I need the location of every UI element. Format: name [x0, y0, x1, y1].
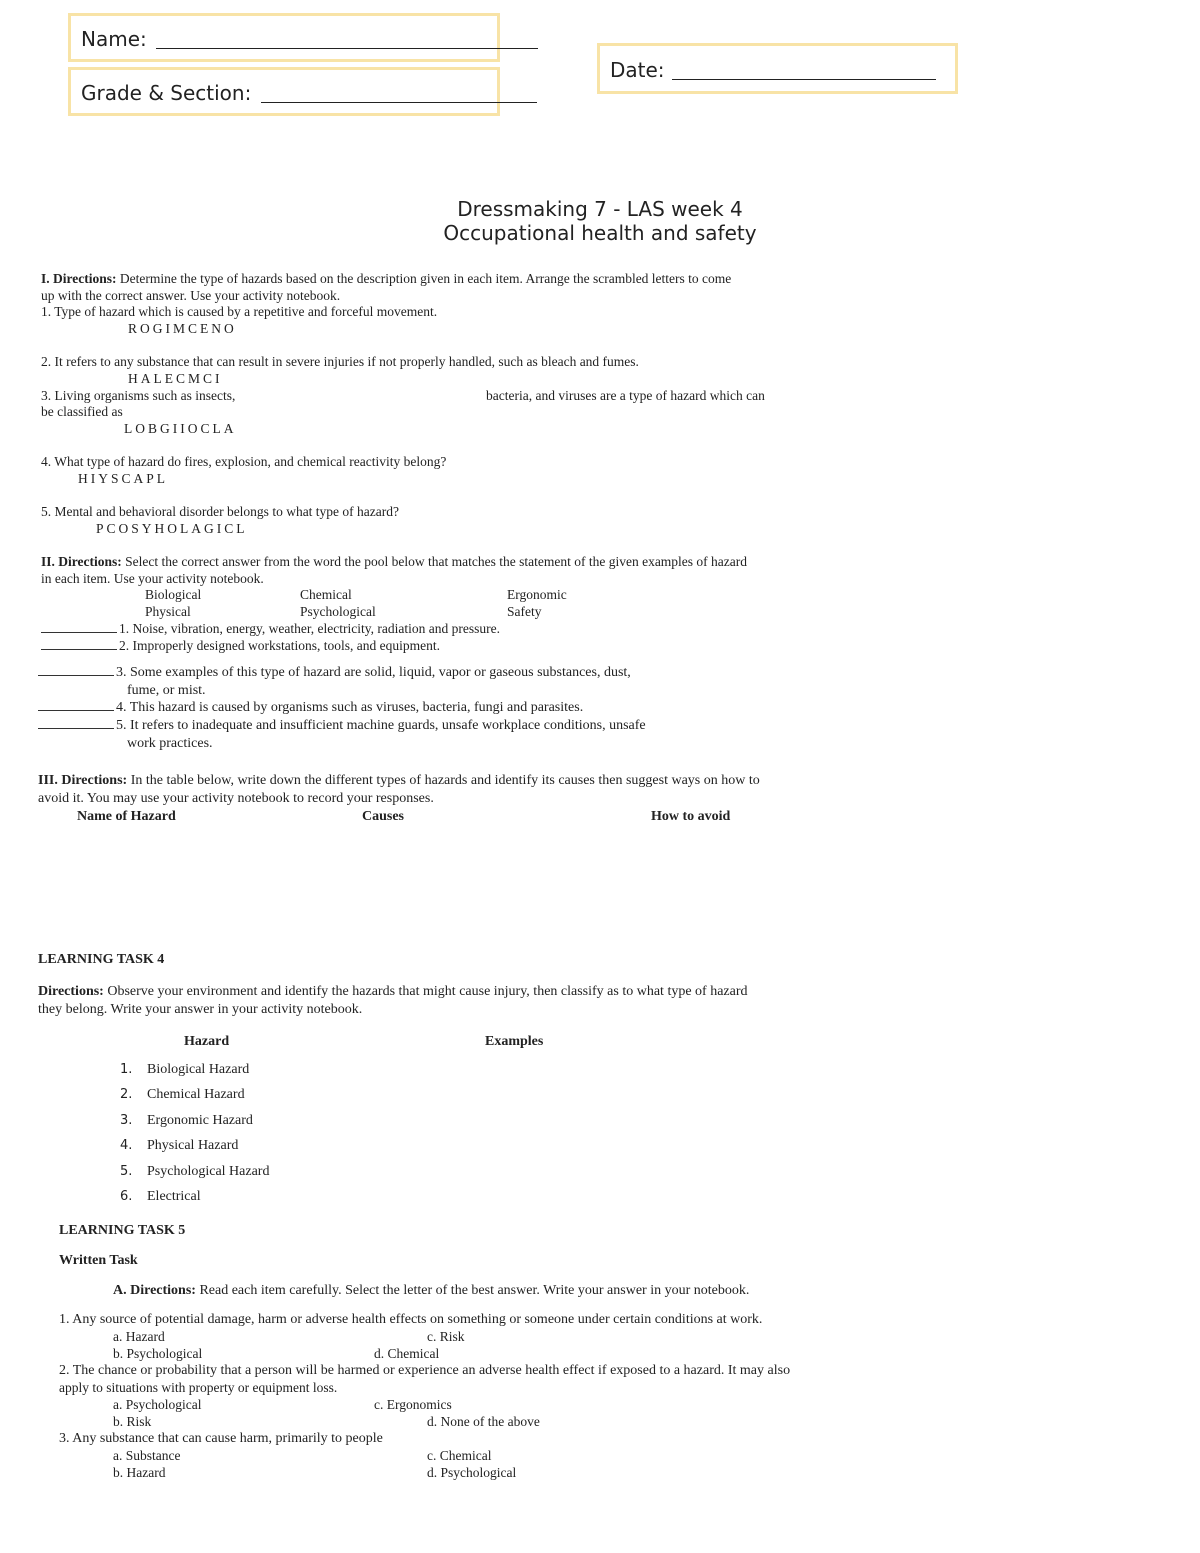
mcq-1-option-c: c. Risk	[427, 1329, 465, 1344]
part1-directions-line2: up with the correct answer. Use your activity notebook.	[41, 288, 341, 303]
mcq-3-option-b: b. Hazard	[113, 1465, 166, 1480]
mcq-1-option-a: a. Hazard	[113, 1329, 165, 1344]
date-label: Date:	[610, 58, 665, 82]
task4-column-examples: Examples	[485, 1034, 544, 1049]
mcq-1-option-d: d. Chemical	[374, 1346, 440, 1361]
answer-blank[interactable]	[41, 622, 117, 633]
mcq-2-option-c: c. Ergonomics	[374, 1397, 452, 1412]
hazard-list-item: 5. Psychological Hazard	[120, 1164, 270, 1179]
mcq-3-question: 3. Any substance that can cause harm, primarily to people	[59, 1431, 383, 1446]
word-pool-psychological: Psychological	[300, 604, 376, 619]
part2-item-3: 3. Some examples of this type of hazard are solid, liquid, vapor or gaseous substances, dust,	[38, 665, 631, 681]
part1-q3c: be classified as	[41, 404, 123, 419]
learning-task-4-heading: LEARNING TASK 4	[38, 952, 165, 967]
name-line	[156, 48, 538, 49]
part1-directions-label: I. Directions:	[41, 271, 117, 286]
part2-item-5-cont: work practices.	[127, 736, 213, 751]
written-task-heading: Written Task	[59, 1253, 138, 1268]
task4-column-hazard: Hazard	[184, 1034, 230, 1049]
part2-directions-line1: II. Directions: Select the correct answer from the word the pool below that matches the statement of the given examples of hazard	[41, 554, 748, 569]
part1-q2-scramble: HALECMCI	[128, 371, 223, 386]
task5-directions: A. Directions: Read each item carefully. Select the letter of the best answer. Write your answer in your notebook.	[113, 1283, 750, 1298]
document-title	[0, 197, 1200, 245]
answer-blank[interactable]	[38, 718, 114, 729]
part1-q1-scramble: ROGIMCENO	[128, 321, 237, 336]
part1-q4-scramble: HIYSCAPL	[78, 471, 169, 486]
part3-directions-line2: avoid it. You may use your activity notebook to record your responses.	[38, 791, 434, 806]
word-pool-ergonomic: Ergonomic	[507, 587, 567, 602]
mcq-3-option-d: d. Psychological	[427, 1465, 517, 1480]
part2-directions-label: II. Directions:	[41, 554, 122, 569]
name-label: Name:	[81, 27, 147, 51]
word-pool-chemical: Chemical	[300, 587, 352, 602]
mcq-1-option-b: b. Psychological	[113, 1346, 203, 1361]
grade-section-label: Grade & Section:	[81, 81, 252, 105]
date-box[interactable]	[597, 43, 958, 94]
learning-task-5-heading: LEARNING TASK 5	[59, 1223, 186, 1238]
table-header-causes: Causes	[362, 809, 405, 824]
hazard-list-item: 2. Chemical Hazard	[120, 1087, 245, 1102]
part3-directions-label: III. Directions:	[38, 773, 128, 788]
part1-q1: 1. Type of hazard which is caused by a repetitive and forceful movement.	[41, 304, 438, 319]
mcq-3-option-a: a. Substance	[113, 1448, 181, 1463]
mcq-3-option-c: c. Chemical	[427, 1448, 492, 1463]
part1-q3a: 3. Living organisms such as insects,	[41, 388, 236, 403]
part2-item-2: 2. Improperly designed workstations, tools, and equipment.	[41, 638, 440, 654]
part2-item-1: 1. Noise, vibration, energy, weather, electricity, radiation and pressure.	[41, 621, 500, 637]
word-pool-safety: Safety	[507, 604, 542, 619]
mcq-2-option-d: d. None of the above	[427, 1414, 540, 1429]
mcq-2-question: 2. The chance or probability that a person will be harmed or experience an adverse health effect if exposed to a hazard. It may also	[59, 1363, 791, 1378]
answer-blank[interactable]	[38, 700, 114, 711]
mcq-2-option-b: b. Risk	[113, 1414, 152, 1429]
hazard-list-item: 3. Ergonomic Hazard	[120, 1113, 253, 1128]
mcq-2-question-cont: apply to situations with property or equipment loss.	[59, 1380, 338, 1395]
answer-blank[interactable]	[38, 665, 114, 676]
grade-section-box[interactable]	[68, 67, 500, 116]
hazard-list-item: 4. Physical Hazard	[120, 1138, 239, 1153]
part3-directions-line1: III. Directions: In the table below, write down the different types of hazards and identify its causes then suggest ways on how to	[38, 773, 760, 788]
name-box[interactable]	[68, 13, 500, 62]
table-header-name-of-hazard: Name of Hazard	[77, 809, 176, 824]
part2-item-3-cont: fume, or mist.	[127, 683, 206, 698]
table-header-how-to-avoid: How to avoid	[651, 809, 731, 824]
title-line-2: Occupational health and safety	[443, 221, 757, 245]
part1-q2: 2. It refers to any substance that can result in severe injuries if not properly handled, such as bleach and fumes.	[41, 354, 639, 369]
task4-directions-label: Directions:	[38, 984, 104, 999]
hazard-list-item: 1. Biological Hazard	[120, 1062, 250, 1077]
part1-q3b: bacteria, and viruses are a type of hazard which can	[486, 388, 765, 403]
task4-directions-line1: Directions: Observe your environment and identify the hazards that might cause injury, then classify as to what type of hazard	[38, 984, 748, 999]
part2-directions-line2: in each item. Use your activity notebook.	[41, 571, 264, 586]
part1-q5-scramble: PCOSYHOLAGICL	[96, 521, 248, 536]
hazard-list-item: 6. Electrical	[120, 1189, 201, 1204]
part2-item-4: 4. This hazard is caused by organisms such as viruses, bacteria, fungi and parasites.	[38, 700, 583, 716]
part1-q5: 5. Mental and behavioral disorder belongs to what type of hazard?	[41, 504, 400, 519]
word-pool-biological: Biological	[145, 587, 202, 602]
mcq-1-question: 1. Any source of potential damage, harm or adverse health effects on something or someone under certain conditions at work.	[59, 1312, 763, 1327]
answer-blank[interactable]	[41, 639, 117, 650]
part1-q4: 4. What type of hazard do fires, explosion, and chemical reactivity belong?	[41, 454, 447, 469]
word-pool-physical: Physical	[145, 604, 191, 619]
task5-directions-label: A. Directions:	[113, 1283, 196, 1298]
part2-item-5: 5. It refers to inadequate and insufficient machine guards, unsafe workplace conditions, unsafe	[38, 718, 646, 734]
mcq-2-option-a: a. Psychological	[113, 1397, 202, 1412]
grade-section-line	[261, 102, 537, 103]
title-line-1: Dressmaking 7 - LAS week 4	[457, 197, 743, 221]
part1-directions-line1: I. Directions: Determine the type of hazards based on the description given in each item. Arrange the scrambled letters to come	[41, 271, 732, 286]
date-line	[672, 79, 936, 80]
part1-q3-scramble: LOBGIIOCLA	[124, 421, 237, 436]
task4-directions-line2: they belong. Write your answer in your activity notebook.	[38, 1002, 363, 1017]
